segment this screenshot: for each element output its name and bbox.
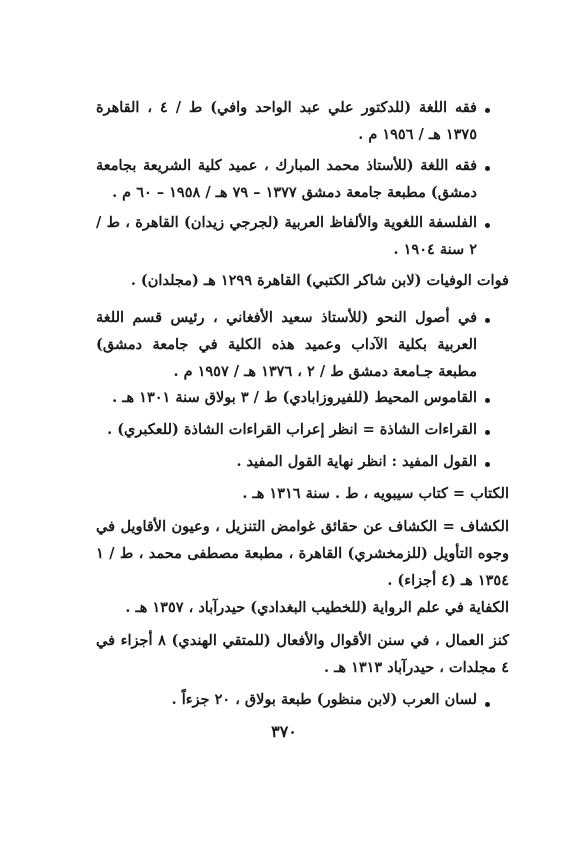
bibliography-entry: الكشاف = الكشاف عن حقائق غوامض التنزيل ، وعيون الأقاويل في وجوه التأويل (للزمخشري) القاهرة ، مطبعة مصطفى محمد ، ط / ١ ١٣٥٤ هـ (٤ أجزاء) . [96,518,509,589]
bullet-icon [485,462,490,467]
bibliography-entry: القراءات الشاذة = انظر إعراب القراءات الشاذة (للعكبري) . [107,421,477,438]
bibliography-entry: الفلسفة اللغوية والألفاظ العربية (لجرجي زيدان) القاهرة ، ط / ٢ سنة ١٩٠٤ . [96,214,477,258]
bibliography-entry: القاموس المحيط (للفيروزابادي) ط / ٣ بولاق سنة ١٣٠١ هـ . [112,389,477,406]
bullet-icon [485,702,490,707]
bibliography-entry: كنز العمال ، في سنن الأقوال والأفعال (للمتقي الهندي) ٨ أجزاء في ٤ مجلدات ، حيدرآباد ١٣١٣ هـ . [96,632,509,676]
bibliography-entry: القول المفيد : انظر نهاية القول المفيد . [236,453,477,470]
bibliography-entry: الكتاب = كتاب سيبويه ، ط . سنة ١٣١٦ هـ . [242,485,509,502]
bullet-icon [485,318,490,323]
bibliography-entry: الكفاية في علم الرواية (للخطيب البغدادي) حيدرآباد ، ١٣٥٧ هـ . [125,599,509,616]
bibliography-entry: فوات الوفيات (لابن شاكر الكتبي) القاهرة ١٢٩٩ هـ (مجلدان) . [130,272,509,289]
bibliography-entry: لسان العرب (لابن منظور) طبعة بولاق ، ٢٠ جزءاً . [171,691,477,708]
bibliography-entry: فقه اللغة (للأستاذ محمد المبارك ، عميد كلية الشريعة بجامعة دمشق) مطبعة جامعة دمشق ١٣٧٧ – ٧٩ هـ / ١٩٥٨ – ٦٠ م . [96,157,477,201]
bullet-icon [485,398,490,403]
bibliography-entry: في أصول النحو (للأستاذ سعيد الأفغاني ، رئيس قسم اللغة العربية بكلية الآداب وعميد هذه الكلية في جامعة دمشق) مطبعة جـامعة دمشق ط / ٢ ، ١٣٧٦ هـ / ١٩٥٧ م . [96,309,477,380]
bibliography-entry: فقه اللغة (للدكتور علي عبد الواحد وافي) ط / ٤ ، القاهرة ١٣٧٥ هـ / ١٩٥٦ م . [96,99,477,143]
bullet-icon [485,430,490,435]
bullet-icon [485,223,490,228]
page-number: ٣٧٠ [271,722,297,741]
bullet-icon [485,166,490,171]
bullet-icon [485,108,490,113]
